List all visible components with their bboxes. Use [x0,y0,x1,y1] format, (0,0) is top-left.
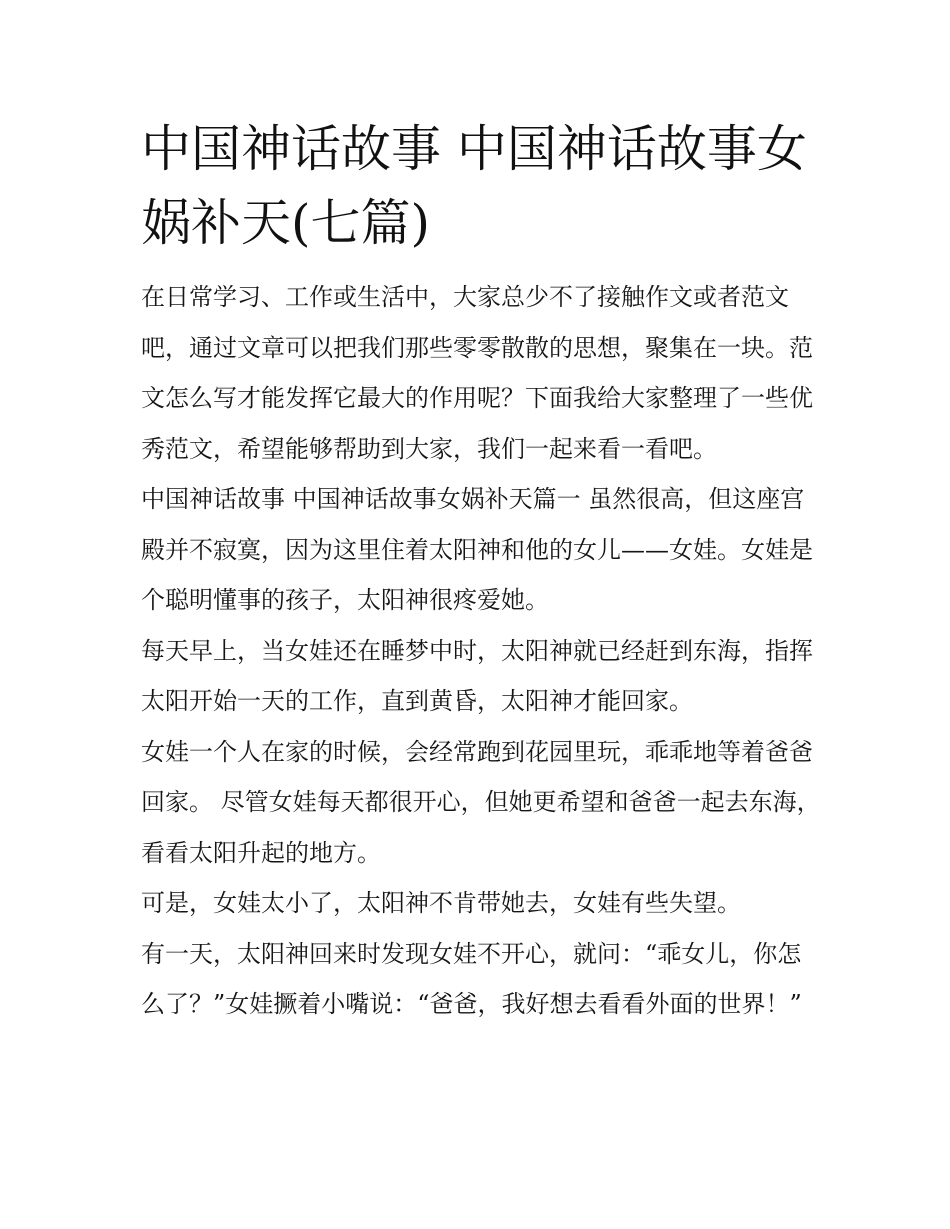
document-content [141,112,821,1030]
document-title: 中国神话故事 中国神话故事女娲补天(七篇) [141,120,807,252]
paragraph-disappointed: 可是，女娃太小了，太阳神不肯带她去，女娃有些失望。 [141,889,741,917]
paragraph-story-opening: 中国神话故事 中国神话故事女娲补天篇一 虽然很高，但这座宫殿并不寂寞，因为这里住着太阳神和他的女儿——女娃。女娃是个聪明懂事的孩子，太阳神很疼爱她。 [141,485,813,614]
paragraph-garden: 女娃一个人在家的时候，会经常跑到花园里玩，乖乖地等着爸爸回家。 尽管女娃每天都很开心，但她更希望和爸爸一起去东海，看看太阳升起的地方。 [141,737,821,867]
paragraph-morning: 每天早上，当女娃还在睡梦中时，太阳神就已经赶到东海，指挥太阳开始一天的工作，直到黄昏，太阳神才能回家。 [141,636,813,715]
paragraph-dialogue: 有一天，太阳神回来时发现女娃不开心，就问：“乖女儿，你怎么了？”女娃撅着小嘴说：“爸爸，我好想去看看外面的世界！” [141,939,802,1018]
paragraph-intro: 在日常学习、工作或生活中，大家总少不了接触作文或者范文吧，通过文章可以把我们那些零零散散的思想，聚集在一块。范文怎么写才能发挥它最大的作用呢？下面我给大家整理了一些优秀范文，希望能够帮助到大家，我们一起来看一看吧。 [141,283,813,463]
document-body [141,272,821,1030]
